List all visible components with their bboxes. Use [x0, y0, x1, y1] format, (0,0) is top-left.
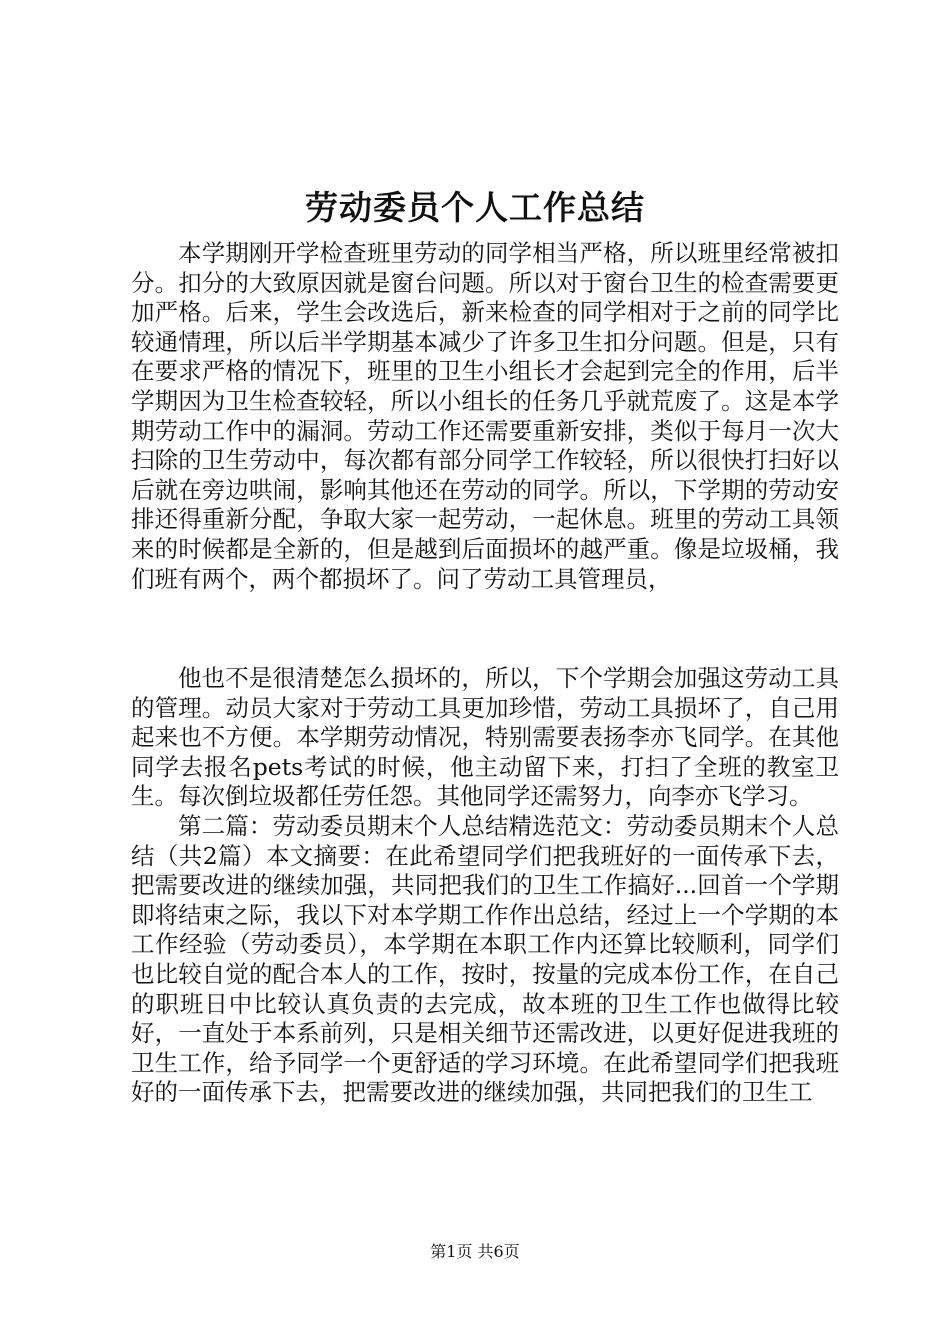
paragraph-2: 他也不是很清楚怎么损坏的，所以，下个学期会加强这劳动工具的管理。动员大家对于劳动工具更加珍惜，劳动工具损坏了，自己用起来也不方便。本学期劳动情况，特别需要表扬李亦飞同学。在其他同学去报名pets考试的时候，他主动留下来，打扫了全班的教室卫生。每次倒垃圾都任劳任怨。其他同学还需努力，向李亦飞学习。: [131, 664, 839, 811]
paragraph-1: 本学期刚开学检查班里劳动的同学相当严格，所以班里经常被扣分。扣分的大致原因就是窗台问题。所以对于窗台卫生的检查需要更加严格。后来，学生会改选后，新来检查的同学相对于之前的同学比较通情理，所以后半学期基本减少了许多卫生扣分问题。但是，只有在要求严格的情况下，班里的卫生小组长才会起到完全的作用，后半学期因为卫生检查较轻，所以小组长的任务几乎就荒废了。这是本学期劳动工作中的漏洞。劳动工作还需要重新安排，类似于每月一次大扫除的卫生劳动中，每次都有部分同学工作较轻，所以很快打扫好以后就在旁边哄闹，影响其他还在劳动的同学。所以，下学期的劳动安排还得重新分配，争取大家一起劳动，一起休息。班里的劳动工具领来的时候都是全新的，但是越到后面损坏的越严重。像是垃圾桶，我们班有两个，两个都损坏了。问了劳动工具管理员，: [131, 239, 839, 593]
paragraph-3: 第二篇：劳动委员期末个人总结精选范文：劳动委员期末个人总结（共2篇）本文摘要：在此希望同学们把我班好的一面传承下去，把需要改进的继续加强，共同把我们的卫生工作搞好...回首一个学期即将结束之际，我以下对本学期工作作出总结，经过上一个学期的本工作经验（劳动委员），本学期在本职工作内还算比较顺利，同学们也比较自觉的配合本人的工作，按时，按量的完成本份工作，在自己的职班日中比较认真负责的去完成，故本班的卫生工作也做得比较好，一直处于本系前列，只是相关细节还需改进，以更好促进我班的卫生工作，给予同学一个更舒适的学习环境。在此希望同学们把我班好的一面传承下去，把需要改进的继续加强，共同把我们的卫生工: [131, 811, 839, 1107]
page-footer: 第1页 共6页: [430, 1242, 520, 1261]
text-block-1: [131, 239, 839, 594]
document-title: 劳动委员个人工作总结: [305, 188, 645, 227]
text-block-2: [131, 664, 839, 1108]
